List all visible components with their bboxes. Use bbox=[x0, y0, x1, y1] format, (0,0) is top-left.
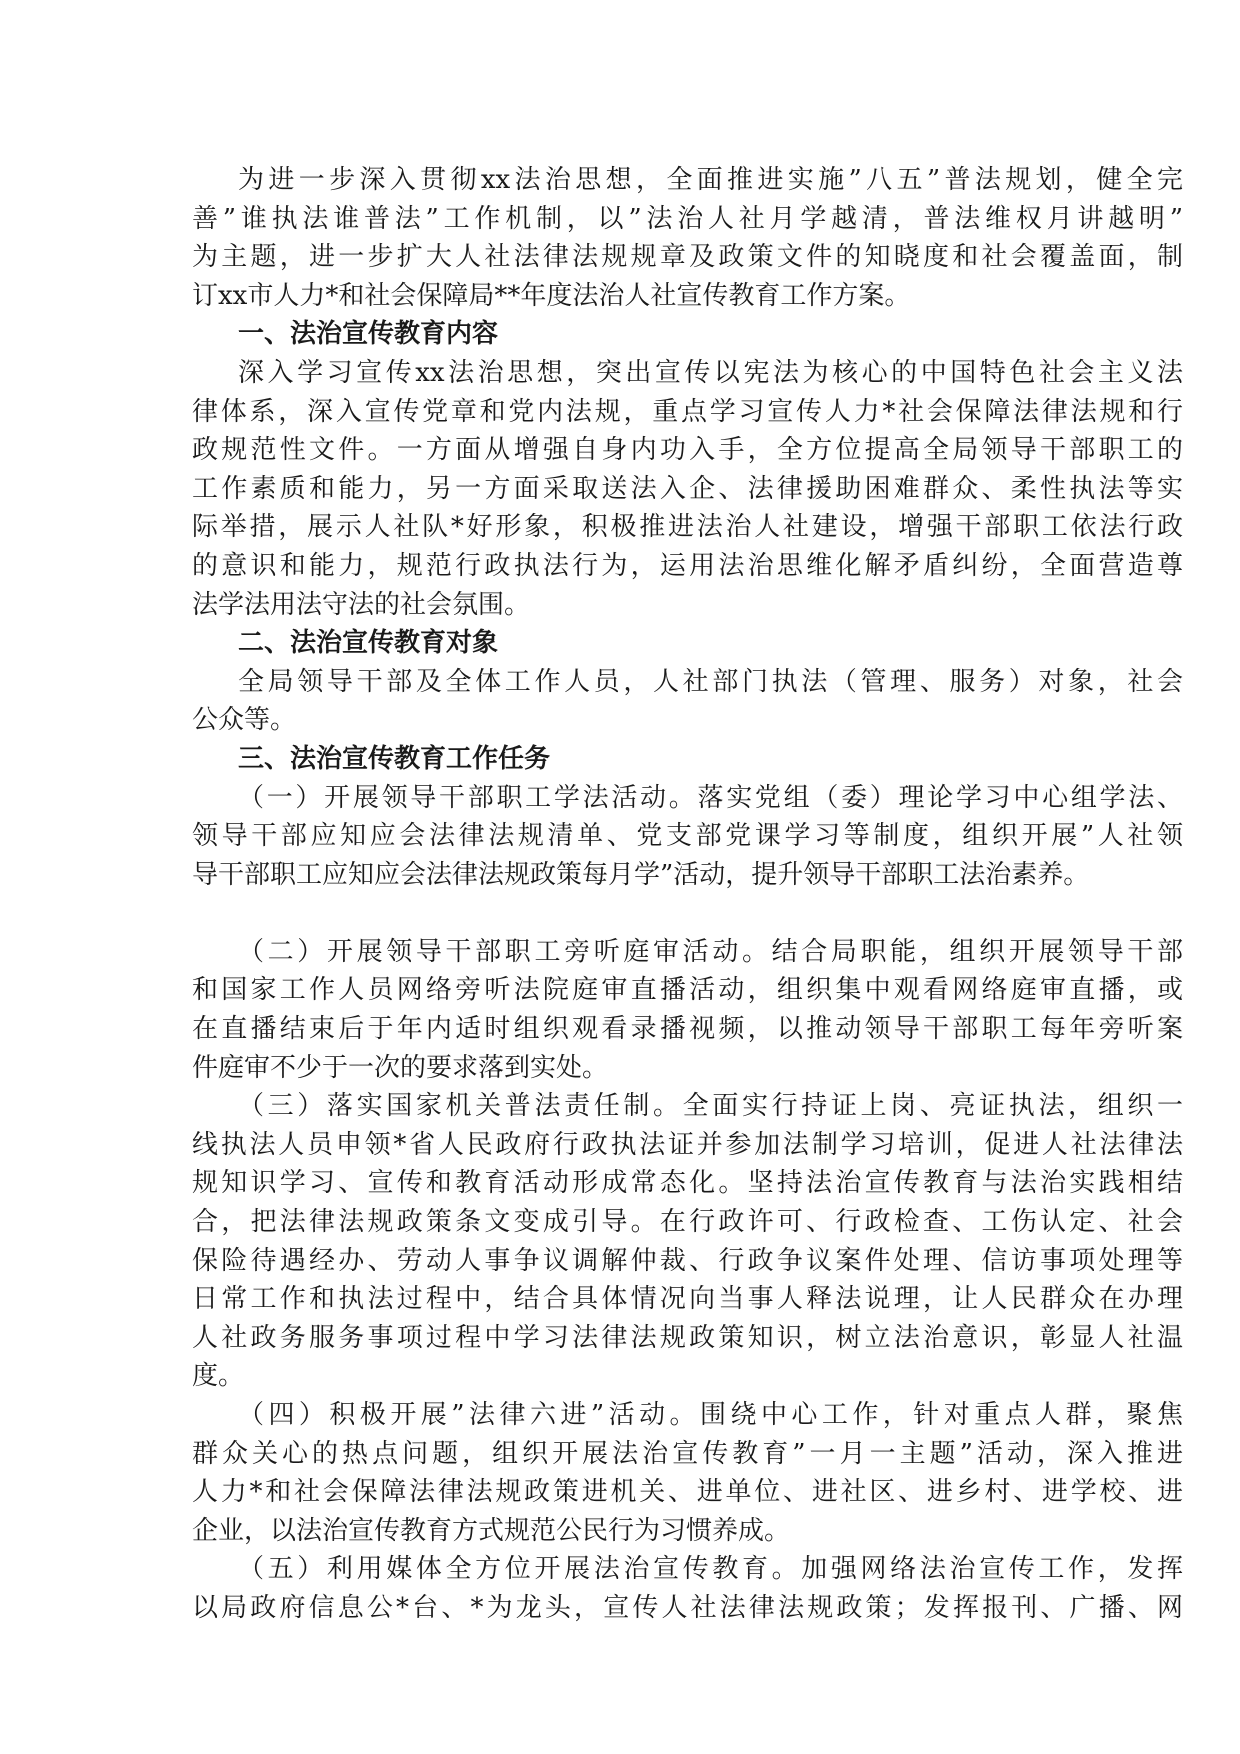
paragraph-line: 群众关心的热点问题，组织开展法治宣传教育”一月一主题”活动，深入推进 bbox=[192, 1438, 1183, 1469]
paragraph-line: 为主题，进一步扩大人社法律法规规章及政策文件的知晓度和社会覆盖面，制 bbox=[192, 242, 1183, 273]
paragraph bbox=[192, 1396, 1183, 1550]
paragraph-line: 律体系，深入宣传党章和党内法规，重点学习宣传人力*社会保障法律法规和行 bbox=[192, 396, 1183, 427]
paragraph-line: 规知识学习、宣传和教育活动形成常态化。坚持法治宣传教育与法治实践相结 bbox=[192, 1168, 1183, 1199]
paragraph bbox=[192, 933, 1183, 1087]
paragraph-line: （五）利用媒体全方位开展法治宣传教育。加强网络法治宣传工作，发挥 bbox=[238, 1554, 1183, 1585]
section-heading: 一、法治宣传教育内容 bbox=[238, 319, 499, 350]
paragraph-line: 件庭审不少于一次的要求落到实处。 bbox=[192, 1052, 609, 1083]
paragraph-line: 度。 bbox=[192, 1361, 245, 1392]
paragraph bbox=[192, 779, 1183, 895]
paragraph-line: 全局领导干部及全体工作人员，人社部门执法（管理、服务）对象，社会 bbox=[238, 666, 1183, 697]
paragraph-line: 企业，以法治宣传教育方式规范公民行为习惯养成。 bbox=[192, 1515, 791, 1546]
paragraph bbox=[192, 663, 1183, 740]
paragraph-line: 法学法用法守法的社会氛围。 bbox=[192, 589, 531, 620]
blank-line bbox=[192, 894, 1183, 933]
paragraph-line: 人社政务服务事项过程中学习法律法规政策知识，树立法治意识，彰显人社温 bbox=[192, 1322, 1183, 1353]
section-heading: 二、法治宣传教育对象 bbox=[238, 628, 499, 659]
paragraph-line: 政规范性文件。一方面从增强自身内功入手，全方位提高全局领导干部职工的 bbox=[192, 435, 1183, 466]
paragraph-line: 日常工作和执法过程中，结合具体情况向当事人释法说理，让人民群众在办理 bbox=[192, 1284, 1183, 1315]
section-heading: 三、法治宣传教育工作任务 bbox=[238, 743, 551, 774]
paragraph-line: （一）开展领导干部职工学法活动。落实党组（委）理论学习中心组学法、 bbox=[238, 782, 1183, 813]
paragraph-line: 工作素质和能力，另一方面采取送法入企、法律援助困难群众、柔性执法等实 bbox=[192, 473, 1183, 504]
paragraph-line: （四）积极开展”法律六进”活动。围绕中心工作，针对重点人群，聚焦 bbox=[238, 1400, 1183, 1430]
paragraph-line: 公众等。 bbox=[192, 705, 297, 736]
paragraph-line: （二）开展领导干部职工旁听庭审活动。结合局职能，组织开展领导干部 bbox=[238, 936, 1183, 967]
paragraph-line: 保险待遇经办、劳动人事争议调解仲裁、行政争议案件处理、信访事项处理等 bbox=[192, 1245, 1183, 1276]
paragraph-line: 线执法人员申领*省人民政府行政执法证并参加法制学习培训，促进人社法律法 bbox=[192, 1129, 1183, 1160]
paragraph-line: 订xx市人力*和社会保障局**年度法治人社宣传教育工作方案。 bbox=[192, 280, 911, 311]
paragraph-line: 的意识和能力，规范行政执法行为，运用法治思维化解矛盾纠纷，全面营造尊 bbox=[192, 550, 1183, 581]
paragraph-line: 深入学习宣传xx法治思想，突出宣传以宪法为核心的中国特色社会主义法 bbox=[238, 357, 1183, 388]
paragraph-line: 和国家工作人员网络旁听法院庭审直播活动，组织集中观看网络庭审直播，或 bbox=[192, 975, 1183, 1006]
paragraph-line: 导干部职工应知应会法律法规政策每月学”活动，提升领导干部职工法治素养。 bbox=[192, 859, 1090, 890]
paragraph bbox=[192, 1087, 1183, 1396]
paragraph bbox=[192, 161, 1183, 315]
document-body bbox=[192, 161, 1183, 1628]
paragraph-line: 际举措，展示人社队*好形象，积极推进法治人社建设，增强干部职工依法行政 bbox=[192, 512, 1183, 543]
paragraph-line: 人力*和社会保障法律法规政策进机关、进单位、进社区、进乡村、进学校、进 bbox=[192, 1477, 1183, 1508]
paragraph-line: （三）落实国家机关普法责任制。全面实行持证上岗、亮证执法，组织一 bbox=[238, 1091, 1183, 1122]
paragraph-line: 为进一步深入贯彻xx法治思想，全面推进实施”八五”普法规划，健全完 bbox=[238, 165, 1183, 195]
paragraph-line: 合，把法律法规政策条文变成引导。在行政许可、行政检查、工伤认定、社会 bbox=[192, 1207, 1183, 1238]
paragraph-line: 领导干部应知应会法律法规清单、党支部党课学习等制度，组织开展”人社领 bbox=[192, 821, 1183, 852]
paragraph-line: 在直播结束后于年内适时组织观看录播视频，以推动领导干部职工每年旁听案 bbox=[192, 1014, 1183, 1045]
paragraph bbox=[192, 1550, 1183, 1627]
paragraph bbox=[192, 354, 1183, 624]
paragraph-line: 善”谁执法谁普法”工作机制，以”法治人社月学越清，普法维权月讲越明” bbox=[192, 203, 1183, 234]
paragraph-line: 以局政府信息公*台、*为龙头，宣传人社法律法规政策；发挥报刊、广播、网 bbox=[192, 1592, 1183, 1623]
